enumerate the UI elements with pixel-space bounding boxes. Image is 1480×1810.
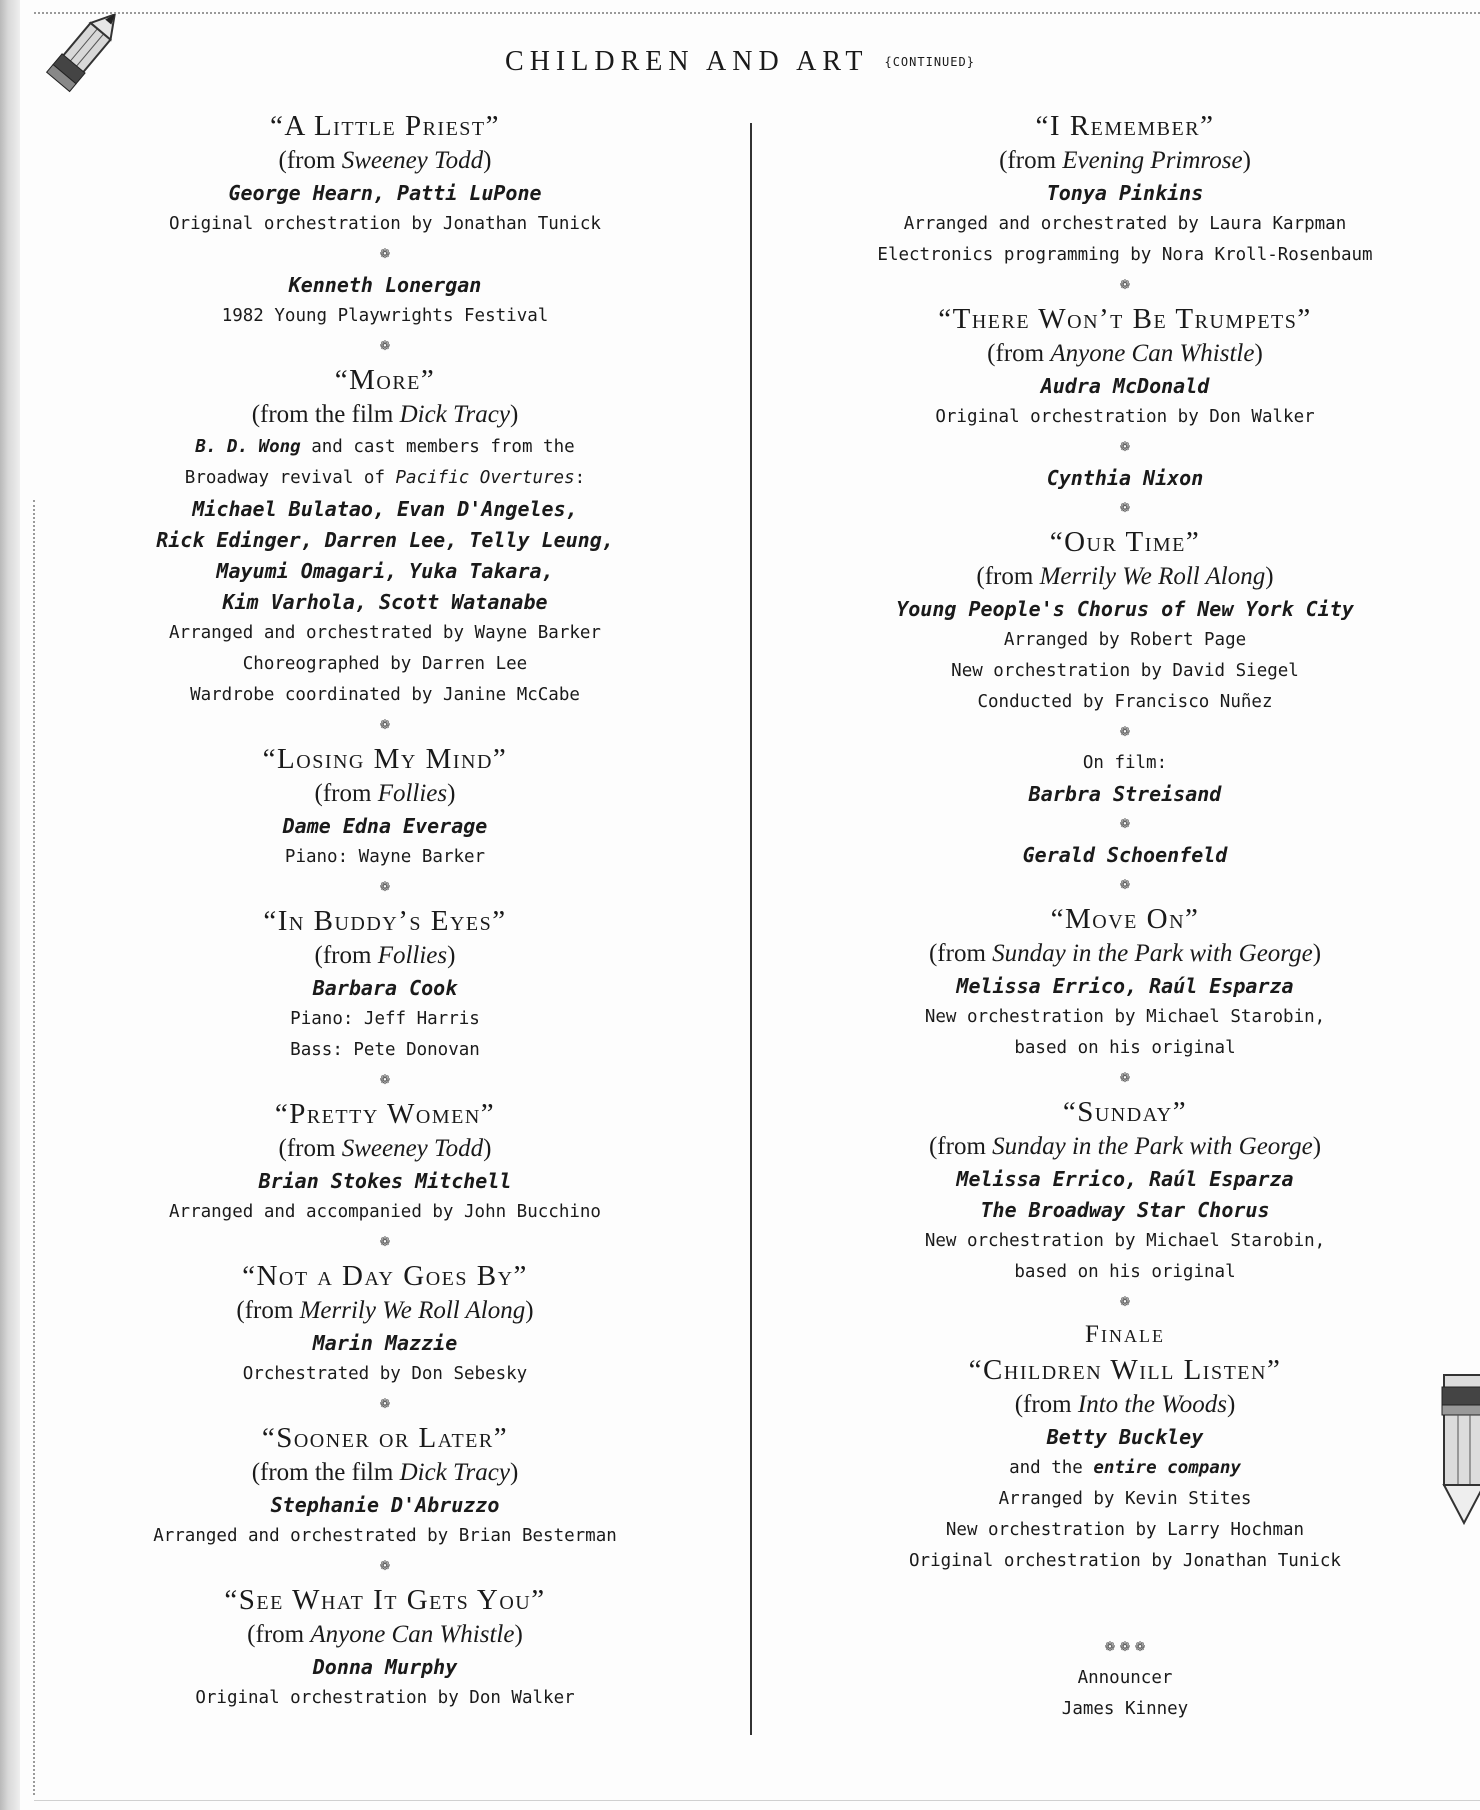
presenter-cynthia-nixon: Cynthia Nixon (1046, 466, 1204, 490)
bottom-border (34, 1800, 1480, 1801)
song-more (130, 362, 640, 711)
song-source: (from Evening Primrose) (999, 147, 1251, 174)
credit-line: Arranged by Robert Page (1003, 630, 1247, 650)
song-source: (from Sweeney Todd) (278, 147, 492, 174)
song-source: (from Anyone Can Whistle) (987, 340, 1263, 367)
credit-line: B. D. Wong and cast members from the (195, 437, 575, 457)
song-source: (from the film Dick Tracy) (251, 401, 519, 428)
song-source: (from Merrily We Roll Along) (236, 1297, 534, 1324)
cast-names: Michael Bulatao, Evan D'Angeles, (192, 497, 578, 521)
on-film-label: On film: (1082, 753, 1168, 773)
announcer-block (860, 1663, 1390, 1725)
credit-line: and the entire company (1009, 1458, 1241, 1478)
presenter-name: Kenneth Lonergan (288, 273, 482, 297)
song-title: “Pretty Women” (274, 1098, 496, 1130)
song-title: “Not a Day Goes By” (242, 1260, 528, 1292)
song-title: “Children Will Listen” (968, 1354, 1282, 1386)
song-source: (from Merrily We Roll Along) (976, 563, 1274, 590)
separator-ornament: ❁ (1119, 440, 1131, 455)
song-there-wont-be-trumpets (860, 301, 1390, 433)
credit-line: Conducted by Francisco Nuñez (977, 692, 1273, 712)
song-source: (from Sunday in the Park with George) (928, 1133, 1322, 1160)
separator-ornament: ❁ (379, 1073, 391, 1088)
song-title: “Sunday” (1062, 1096, 1188, 1128)
separator-ornament: ❁ (1119, 501, 1131, 516)
performer-names: Melissa Errico, Raúl Esparza (956, 974, 1294, 998)
separator-ornament: ❁ (379, 1397, 391, 1412)
credit-line: Original orchestration by Don Walker (935, 407, 1315, 427)
credit-line: New orchestration by Michael Starobin, (924, 1007, 1326, 1027)
credit-line: Original orchestration by Jonathan Tunick (169, 214, 601, 234)
spacer (860, 1577, 1390, 1611)
credit-line: based on his original (1014, 1262, 1236, 1282)
song-source: (from Follies) (314, 942, 456, 969)
song-source: (from the film Dick Tracy) (251, 1459, 519, 1486)
finale-label: Finale (1085, 1321, 1165, 1348)
separator-ornament-triple: ❁ ❁ ❁ (1104, 1640, 1146, 1655)
song-title: “A Little Priest” (269, 110, 500, 142)
performer-names: Donna Murphy (312, 1655, 458, 1679)
cast-names: Mayumi Omagari, Yuka Takara, (216, 559, 554, 583)
page-header (0, 46, 1480, 78)
credit-line: based on his original (1014, 1038, 1236, 1058)
credit-line: Arranged and orchestrated by Brian Besterman (153, 1526, 617, 1546)
credit-line: Original orchestration by Don Walker (195, 1688, 575, 1708)
performer-names: Brian Stokes Mitchell (258, 1169, 512, 1193)
performer-names: Tonya Pinkins (1046, 181, 1204, 205)
song-move-on (860, 901, 1390, 1064)
performer-names: George Hearn, Patti LuPone (228, 181, 542, 205)
song-source: (from Into the Woods) (1014, 1391, 1236, 1418)
separator-ornament: ❁ (379, 1235, 391, 1250)
performer-names: Barbra Streisand (1028, 782, 1222, 806)
separator-ornament: ❁ (1119, 817, 1131, 832)
credit-line: Choreographed by Darren Lee (242, 654, 528, 674)
song-title: “See What It Gets You” (224, 1584, 546, 1616)
song-title: “Move On” (1050, 903, 1200, 935)
credit-line: New orchestration by Larry Hochman (945, 1520, 1305, 1540)
song-title: “In Buddy’s Eyes” (263, 905, 507, 937)
presenter-kenneth-lonergan (130, 270, 640, 332)
credit-line: Arranged and orchestrated by Laura Karpman (903, 214, 1347, 234)
performer-names: Young People's Chorus of New York City (896, 597, 1354, 621)
performer-names: Melissa Errico, Raúl Esparza (956, 1167, 1294, 1191)
on-film-block (860, 748, 1390, 810)
song-not-a-day-goes-by (130, 1258, 640, 1390)
credit-line: Arranged by Kevin Stites (998, 1489, 1252, 1509)
song-source: (from Follies) (314, 780, 456, 807)
credit-line: New orchestration by David Siegel (951, 661, 1299, 681)
column-divider (750, 123, 752, 1735)
announcer-label: Announcer (1077, 1668, 1173, 1688)
song-our-time (860, 524, 1390, 718)
separator-ornament: ❁ (379, 339, 391, 354)
performer-names: Stephanie D'Abruzzo (270, 1493, 500, 1517)
separator-ornament: ❁ (1119, 878, 1131, 893)
credit-line: Orchestrated by Don Sebesky (242, 1364, 528, 1384)
performer-names: Marin Mazzie (312, 1331, 458, 1355)
separator-ornament: ❁ (379, 718, 391, 733)
credit-line: Electronics programming by Nora Kroll-Rosenbaum (877, 245, 1373, 265)
cast-names: Rick Edinger, Darren Lee, Telly Leung, (156, 528, 614, 552)
page-title: CHILDREN AND ART (505, 46, 869, 77)
presenter-gerald-schoenfeld: Gerald Schoenfeld (1022, 843, 1228, 867)
song-see-what-it-gets-you (130, 1582, 640, 1714)
song-title: “Our Time” (1049, 526, 1201, 558)
song-pretty-women (130, 1096, 640, 1228)
separator-ornament: ❁ (379, 880, 391, 895)
song-a-little-priest (130, 108, 640, 240)
pencil-icon-right-edge (1440, 1365, 1480, 1525)
left-dotted-border (33, 500, 35, 1795)
performer-names: Audra McDonald (1040, 374, 1210, 398)
performer-names: The Broadway Star Chorus (980, 1198, 1270, 1222)
page-edge-shadow (0, 0, 20, 1810)
credit-line: Piano: Jeff Harris (290, 1009, 480, 1029)
separator-ornament: ❁ (1119, 1071, 1131, 1086)
credit-line: Arranged and orchestrated by Wayne Barker (169, 623, 601, 643)
right-column (860, 108, 1390, 1725)
song-in-buddys-eyes (130, 903, 640, 1066)
separator-ornament: ❁ (1119, 1295, 1131, 1310)
spacer (860, 1611, 1390, 1633)
song-i-remember (860, 108, 1390, 271)
separator-ornament: ❁ (1119, 278, 1131, 293)
page-subtitle: {CONTINUED} (884, 55, 975, 69)
credit-line: Arranged and accompanied by John Bucchino (169, 1202, 601, 1222)
song-source: (from Sunday in the Park with George) (928, 940, 1322, 967)
song-losing-my-mind (130, 741, 640, 873)
performer-names: Barbara Cook (312, 976, 458, 1000)
credit-line: Broadway revival of Pacific Overtures: (184, 468, 586, 488)
credit-line: New orchestration by Michael Starobin, (924, 1231, 1326, 1251)
song-title: “I Remember” (1035, 110, 1215, 142)
credit-line: Piano: Wayne Barker (284, 847, 486, 867)
song-title: “Losing My Mind” (262, 743, 508, 775)
credit-line: Original orchestration by Jonathan Tunick (909, 1551, 1341, 1571)
credit-line: Bass: Pete Donovan (290, 1040, 480, 1060)
song-children-will-listen (860, 1318, 1390, 1577)
separator-ornament: ❁ (1119, 725, 1131, 740)
song-source: (from Sweeney Todd) (278, 1135, 492, 1162)
credit-line: 1982 Young Playwrights Festival (221, 306, 549, 326)
song-title: “More” (334, 364, 436, 396)
song-sunday (860, 1094, 1390, 1288)
performer-names: Dame Edna Everage (282, 814, 488, 838)
song-source: (from Anyone Can Whistle) (247, 1621, 523, 1648)
performer-names: Betty Buckley (1046, 1425, 1204, 1449)
separator-ornament: ❁ (379, 1559, 391, 1574)
announcer-name: James Kinney (1061, 1699, 1189, 1719)
credit-line: Wardrobe coordinated by Janine McCabe (190, 685, 580, 705)
top-dotted-border (34, 12, 1480, 14)
cast-names: Kim Varhola, Scott Watanabe (222, 590, 548, 614)
separator-ornament: ❁ (379, 247, 391, 262)
song-title: “Sooner or Later” (261, 1422, 509, 1454)
song-sooner-or-later (130, 1420, 640, 1552)
song-title: “There Won’t Be Trumpets” (938, 303, 1312, 335)
left-column (130, 108, 640, 1714)
